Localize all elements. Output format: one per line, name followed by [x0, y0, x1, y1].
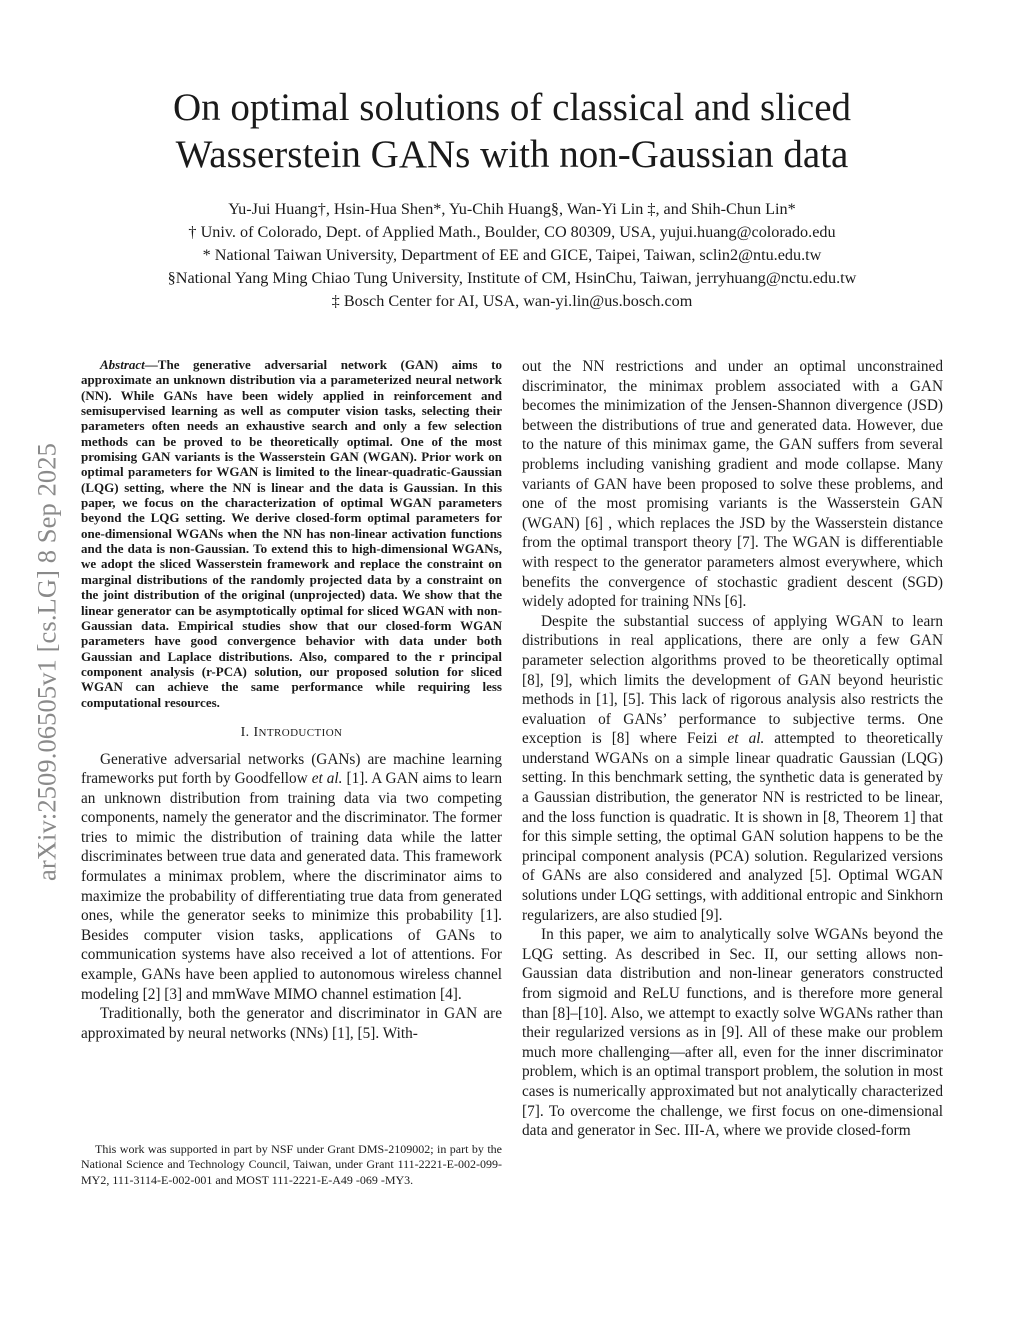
intro-paragraph-2: Traditionally, both the generator and discriminator in GAN are approximated by neural networks (NNs) [1], [5]. With- — [81, 1005, 502, 1042]
abstract — [81, 357, 502, 710]
affiliation-colorado: † Univ. of Colorado, Dept. of Applied Math., Boulder, CO 80309, USA, yujui.huang@colorado.edu — [188, 223, 836, 241]
affiliation-bosch: ‡ Bosch Center for AI, USA, wan-yi.lin@us.bosch.com — [331, 292, 693, 310]
intro-p4-text-b: attempted to theoretically understand WGANs on a simple linear quadratic Gaussian (LQG) setting. In this benchmark setting, the synthetic data is generated by a Gaussian distribution, the generator NN is restricted to be linear, and the loss function is quadratic. It is shown in [8, Theorem 1] that for this simple setting, the optimal GAN solution happens to be the principal component analysis (PCA) solution. Regularized versions of GANs are also considered and analyzed [5]. Optimal WGAN solutions under LQG settings, with additional entropic and Sinkhorn regularizers, are also studied [9]. — [522, 730, 943, 924]
intro-p4-etal: et al. — [727, 730, 765, 748]
section-title-initial: I — [253, 724, 259, 740]
intro-paragraph-3: out the NN restrictions and under an optimal unconstrained discriminator, the minimax problem associated with a GAN becomes the minimization of the Jensen-Shannon divergence (JSD) between the distributions of true and generated data. However, due to the nature of this minimax game, the GAN suffers from several problems including vanishing gradient and mode collapse. Many variants of GAN have been proposed to solve these problems, and one of the most promising variants is the Wasserstein GAN (WGAN) [6] , which replaces the JSD by the Wasserstein distance from the optimal transport theory [7]. The WGAN is differentiable with respect to the generator parameters almost everywhere, which benefits the convergence of stochastic gradient descent (SGD) widely adopted for training NNs [6]. — [522, 358, 943, 611]
affiliation-nycu: §National Yang Ming Chiao Tung University, Institute of CM, HsinChu, Taiwan, jerryhuang@nctu.edu.tw — [167, 269, 857, 287]
intro-p1-text-b: [1]. A GAN aims to learn an unknown distribution from training data via two competing components, namely the generator and the discriminator. The former tries to mimic the distribution of training data while the latter discriminates between true data and generated data. This framework formulates a minimax problem, where the discriminator aims to maximize the probability of differentiating true data from generated ones, while the generator seeks to minimize this probability [1]. Besides computer vision tasks, applications of GANs to communication systems have also received a lot of attentions. For example, GANs have been applied to autonomous wireless channel modeling [2] [3] and mmWave MIMO channel estimation [4]. — [81, 770, 503, 1003]
left-column — [81, 357, 502, 1043]
title-line-1: On optimal solutions of classical and sliced — [172, 86, 852, 129]
affiliation-ntu: * National Taiwan University, Department of EE and GICE, Taipei, Taiwan, sclin2@ntu.edu.tw — [202, 246, 822, 264]
section-title-rest: NTRODUCTION — [258, 726, 343, 739]
author-names: Yu-Jui Huang†, Hsin-Hua Shen*, Yu-Chih Huang§, Wan-Yi Lin ‡, and Shih-Chun Lin* — [228, 200, 796, 218]
intro-paragraph-4 — [522, 612, 943, 926]
section-heading-introduction — [81, 723, 502, 744]
author-block — [0, 198, 1024, 313]
arxiv-identifier-stamp: arXiv:2509.06505v1 [cs.LG] 8 Sep 2025 — [31, 443, 62, 881]
intro-paragraph-5: In this paper, we aim to analytically solve WGANs beyond the LQG setting. As described in Sec. II, our setting allows non-Gaussian data distribution and non-linear generators constructed from sigmoid and ReLU functions, and is therefore more general than [8]–[10]. Also, we attempt to exactly solve WGANs rather than their regularized versions as in [9]. All of these make our problem much more challenging—after all, even for the inner discriminator problem, which is an optimal transport problem, the solution in most cases is numerically approximated but not analytically characterized [7]. To overcome the challenge, we first focus on one-dimensional data and generator in Sec. III-A, where we provide closed-form — [522, 926, 943, 1140]
abstract-text: —The generative adversarial network (GAN) aims to approximate an unknown distribution via a parameterized neural network (NN). While GANs have been widely applied in reinforcement and semisupervised learning as well as computer vision tasks, selecting their parameters often needs an exhaustive search and only a few selection methods can be proved to be theoretically optimal. One of the most promising GAN variants is the Wasserstein GAN (WGAN). Prior work on optimal parameters for WGAN is limited to the linear-quadratic-Gaussian (LQG) setting, where the NN is linear and the data is Gaussian. In this paper, we focus on the characterization of optimal WGAN parameters beyond the LQG setting. We derive closed-form optimal parameters for one-dimensional WGANs when the NN has non-linear activation functions and the data is non-Gaussian. To extend this to high-dimensional WGANs, we adopt the sliced Wasserstein framework and replace the constraint on marginal distributions of the randomly projected data by a constraint on the joint distribution of the original (unprojected) data. We show that the linear generator can be asymptotically optimal for sliced WGAN with non-Gaussian data. Empirical studies show that our closed-form WGAN parameters have good convergence behavior with data under both Gaussian and Laplace distributions. Also, compared to the r principal component analysis (r-PCA) solution, our proposed solution for sliced WGAN can achieve the same performance while requiring less computational resources. — [81, 357, 502, 710]
abstract-label: Abstract — [100, 357, 145, 372]
funding-footnote: This work was supported in part by NSF under Grant DMS-2109002; in part by the National Science and Technology Council, Taiwan, under Grant 111-2221-E-002-099-MY2, 111-3114-E-002-001 and MOST 111-2221-E-A49 -069 -MY3. — [81, 1142, 502, 1187]
paper-title — [0, 84, 1024, 178]
title-line-2: Wasserstein GANs with non-Gaussian data — [175, 133, 849, 176]
section-number: I. — [240, 724, 250, 740]
intro-p1-etal: et al. — [311, 770, 343, 788]
intro-paragraph-1 — [81, 750, 502, 1005]
right-column — [522, 357, 943, 1141]
intro-p1-text-a: Generative adversarial networks (GANs) are machine learning frameworks put forth by Goodfellow — [81, 750, 502, 788]
intro-p4-text-a: Despite the substantial success of applying WGAN to learn distributions in real applications, there are only a few GAN parameter selection algorithms proved to be theoretically optimal [8], [9], which limits the development of GAN beyond heuristic methods in [1], [5]. This lack of rigorous analysis also restricts the evaluation of GANs’ performance to subjective terms. One exception is [8] where Feizi — [522, 612, 943, 748]
